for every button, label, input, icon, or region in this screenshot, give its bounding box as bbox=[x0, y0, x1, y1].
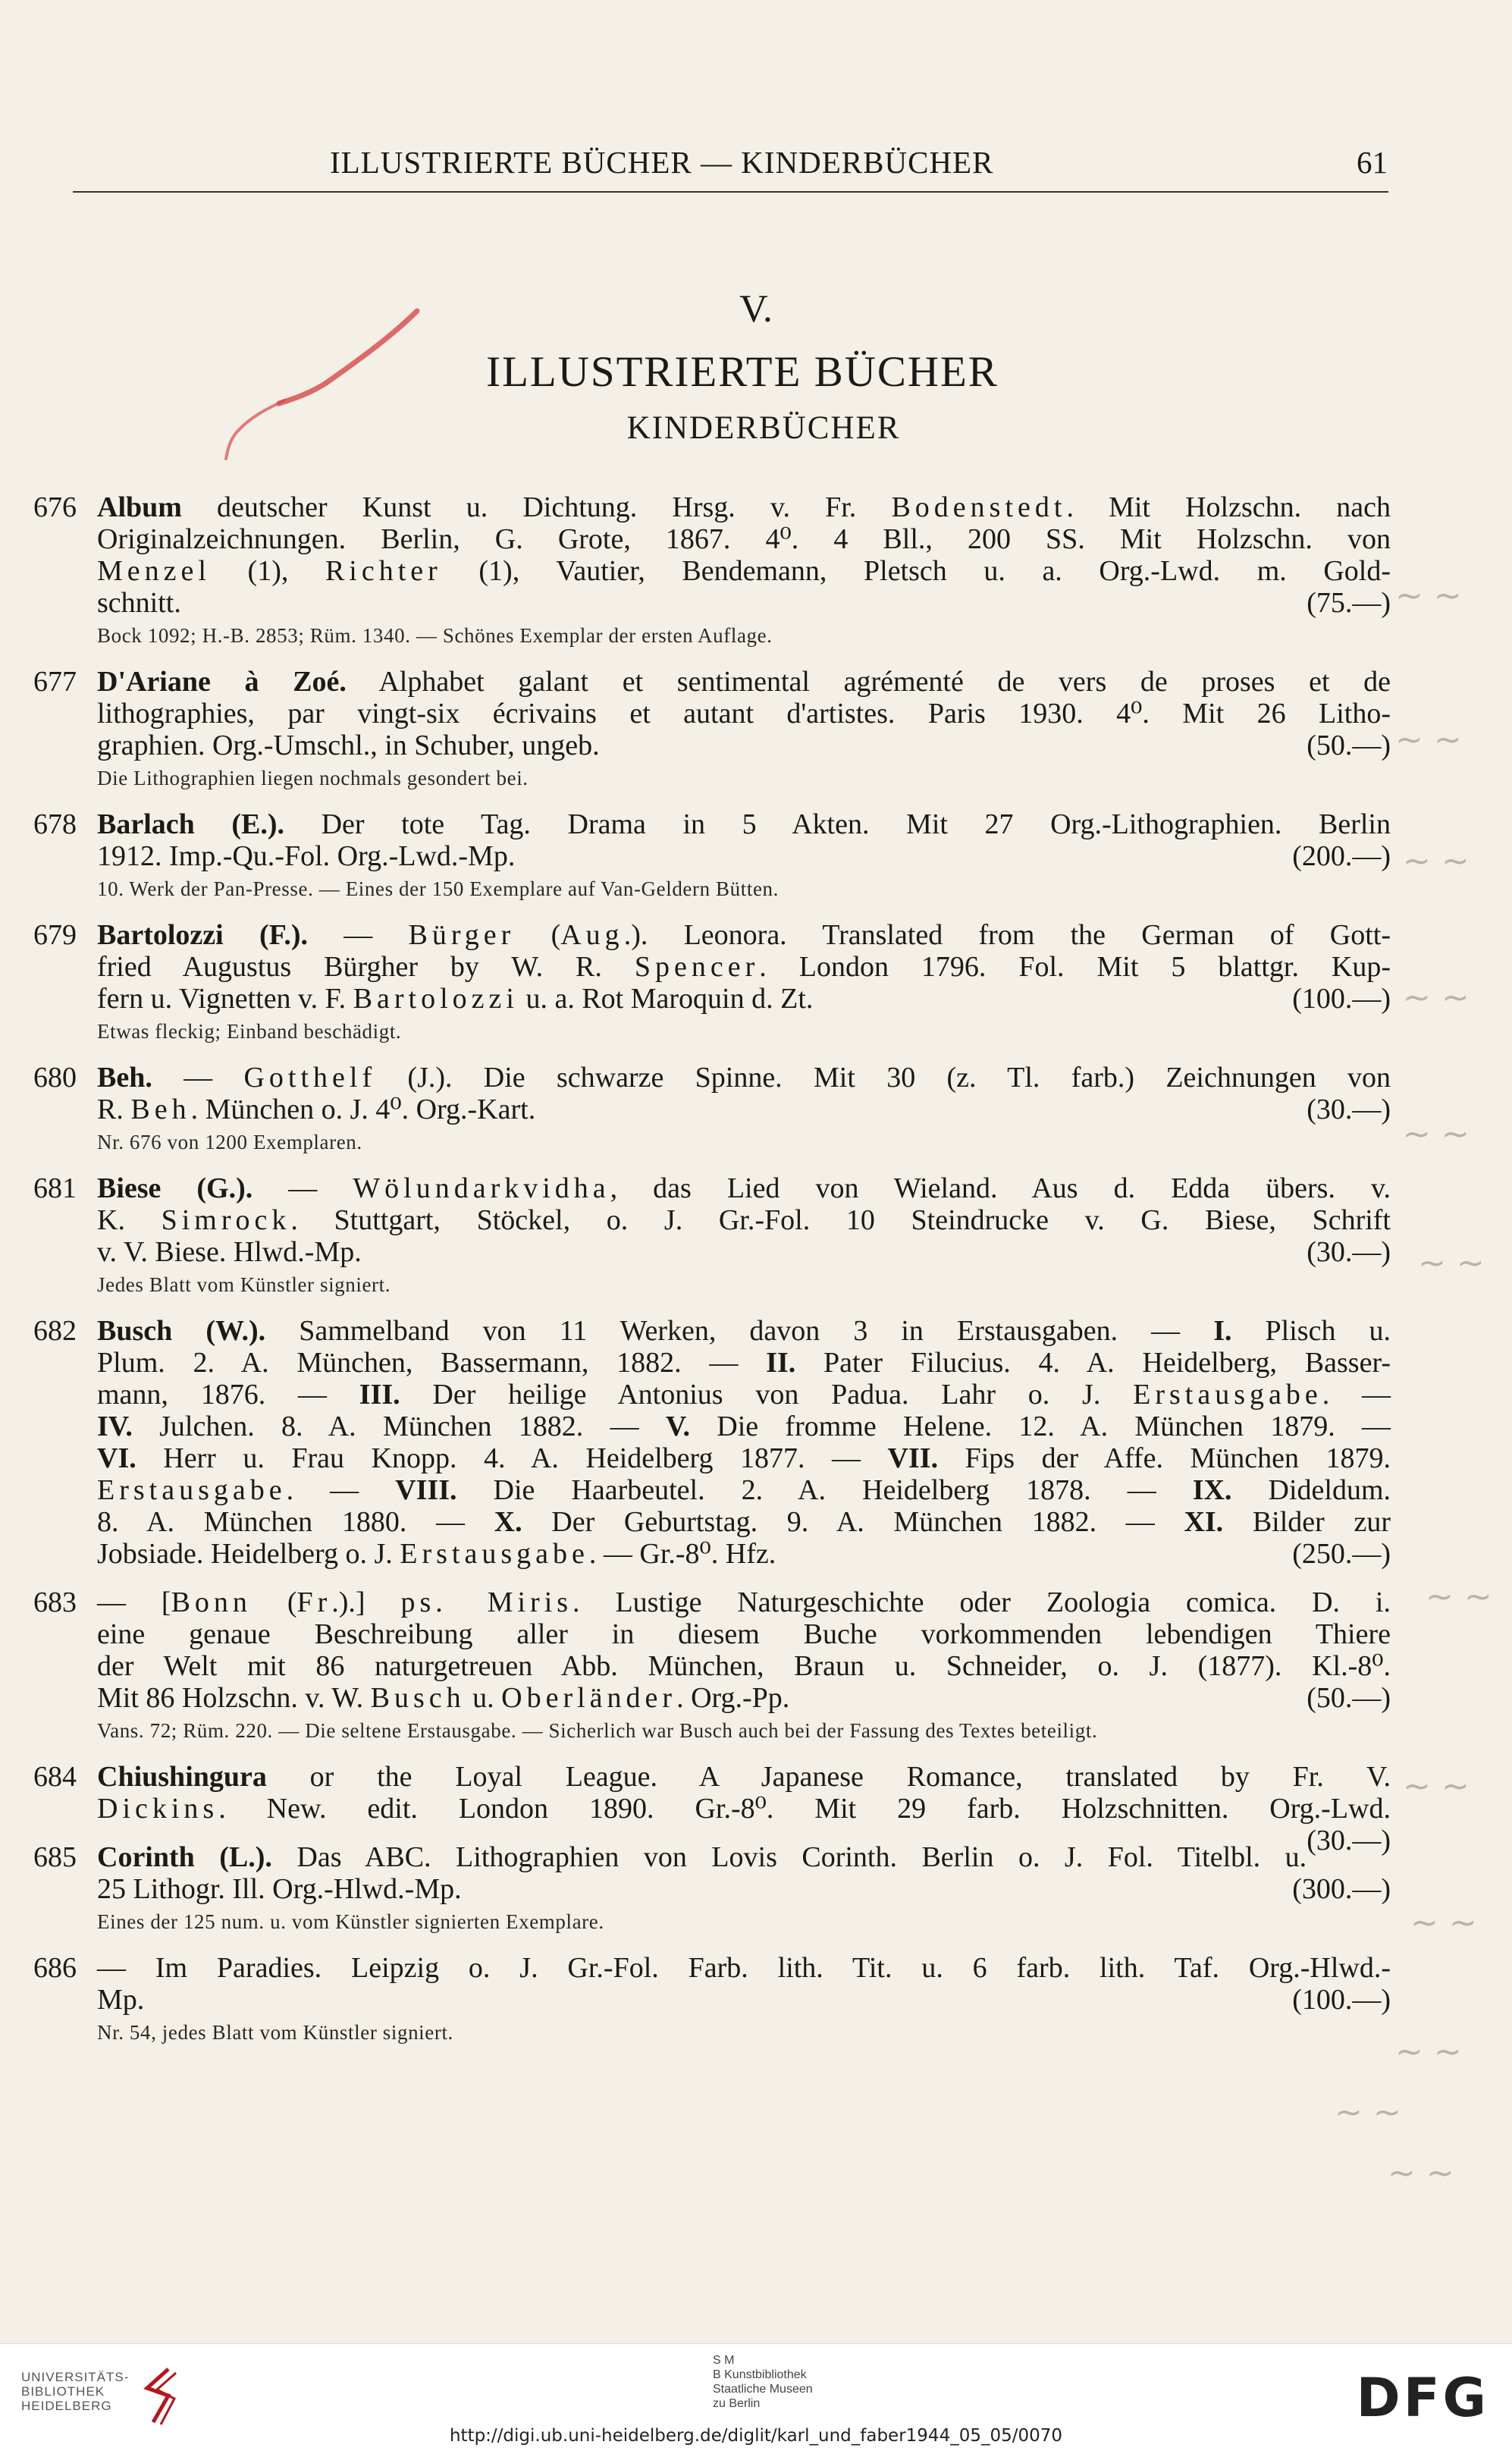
entry-text bbox=[97, 666, 1391, 761]
entry-line: v. V. Biese. Hlwd.-Mp. (30.—) bbox=[97, 1236, 1391, 1268]
catalog-entry bbox=[33, 1841, 1391, 1935]
permalink-url[interactable]: http://digi.ub.uni-heidelberg.de/diglit/karl_und_faber1944_05_05/0070 bbox=[449, 2426, 1063, 2446]
pencil-annotation: ~ ~ bbox=[1418, 1244, 1485, 1282]
pencil-annotation: ~ ~ bbox=[1335, 2093, 1401, 2132]
entry-line: Plum. 2. A. München, Bassermann, 1882. — II. Pater Filucius. 4. A. Heidelberg, Basser- bbox=[97, 1347, 1391, 1379]
entry-text bbox=[97, 1586, 1391, 1714]
entry-text bbox=[97, 1841, 1391, 1905]
dfg-logo[interactable]: DFG bbox=[1356, 2367, 1489, 2429]
entry-line: Chiushingura or the Loyal League. A Japanese Romance, translated by Fr. V. bbox=[97, 1761, 1391, 1793]
entry-line: 1912. Imp.-Qu.-Fol. Org.-Lwd.-Mp. (200.—) bbox=[97, 840, 1391, 872]
university-library-logo[interactable] bbox=[21, 2370, 129, 2413]
entry-text bbox=[97, 1761, 1391, 1856]
pencil-annotation: ~ ~ bbox=[1395, 720, 1462, 759]
entry-line: Dickins. New. edit. London 1890. Gr.-8⁰. Mit 29 farb. Holzschnitten. Org.-Lwd. bbox=[97, 1793, 1391, 1825]
entry-text bbox=[97, 1062, 1391, 1125]
entry-line: D'Ariane à Zoé. Alphabet galant et sentimental agrémenté de vers de proses et de bbox=[97, 666, 1391, 698]
catalog-entry bbox=[33, 1952, 1391, 2046]
entry-number: 676 bbox=[33, 491, 77, 523]
entry-line: Originalzeichnungen. Berlin, G. Grote, 1867. 4⁰. 4 Bll., 200 SS. Mit Holzschn. von bbox=[97, 523, 1391, 555]
entry-line: Jobsiade. Heidelberg o. J. Erstausgabe. — Gr.-8⁰. Hfz. (250.—) bbox=[97, 1538, 1391, 1570]
entry-number: 680 bbox=[33, 1062, 77, 1094]
entry-line: R. Beh. München o. J. 4⁰. Org.-Kart. (30.—) bbox=[97, 1094, 1391, 1125]
entry-price: (30.—) bbox=[1307, 1825, 1391, 1856]
running-title: ILLUSTRIERTE BÜCHER — KINDERBÜCHER bbox=[330, 145, 994, 180]
entry-note: Bock 1092; H.-B. 2853; Rüm. 1340. — Schönes Exemplar der ersten Auflage. bbox=[97, 624, 773, 647]
entry-line: IV. Julchen. 8. A. München 1882. — V. Die fromme Helene. 12. A. München 1879. — bbox=[97, 1411, 1391, 1442]
pencil-annotation: ~ ~ bbox=[1410, 1903, 1477, 1942]
entry-line: fried Augustus Bürgher by W. R. Spencer. London 1796. Fol. Mit 5 blattgr. Kup- bbox=[97, 951, 1391, 983]
entry-text bbox=[97, 919, 1391, 1015]
entry-number: 677 bbox=[33, 666, 77, 698]
section-title: ILLUSTRIERTE BÜCHER bbox=[486, 348, 999, 396]
entry-note: 10. Werk der Pan-Presse. — Eines der 150 Exemplare auf Van-Geldern Bütten. bbox=[97, 877, 779, 900]
pencil-annotation: ~ ~ bbox=[1426, 1577, 1492, 1616]
smb-logo-line: zu Berlin bbox=[713, 2397, 761, 2410]
smb-logo-line: Staatliche Museen bbox=[713, 2383, 813, 2396]
section-roman-numeral: V. bbox=[739, 287, 773, 331]
running-header bbox=[68, 144, 1388, 190]
catalog-entry bbox=[33, 1172, 1391, 1298]
entry-line: Beh. — Gotthelf (J.). Die schwarze Spinne. Mit 30 (z. Tl. farb.) Zeichnungen von bbox=[97, 1062, 1391, 1094]
smb-kunstbibliothek-logo[interactable] bbox=[713, 2353, 813, 2411]
entry-line: Bartolozzi (F.). — Bürger (Aug.). Leonora. Translated from the German of Gott- bbox=[97, 919, 1391, 951]
catalog-entry bbox=[33, 919, 1391, 1045]
entry-text bbox=[97, 1172, 1391, 1268]
university-logo-line: BIBLIOTHEK bbox=[21, 2384, 105, 2399]
entry-text bbox=[97, 491, 1391, 619]
entry-number: 685 bbox=[33, 1841, 77, 1873]
entry-note: Nr. 676 von 1200 Exemplaren. bbox=[97, 1131, 362, 1153]
entry-note: Vans. 72; Rüm. 220. — Die seltene Erstausgabe. — Sicherlich war Busch auch bei der Fassung des Textes beteiligt. bbox=[97, 1719, 1098, 1742]
entry-line: Album deutscher Kunst u. Dichtung. Hrsg. v. Fr. Bodenstedt. Mit Holzschn. nach bbox=[97, 491, 1391, 523]
entry-line: mann, 1876. — III. Der heilige Antonius von Padua. Lahr o. J. Erstausgabe. — bbox=[97, 1379, 1391, 1411]
catalog-entry bbox=[33, 808, 1391, 902]
entry-line: VI. Herr u. Frau Knopp. 4. A. Heidelberg 1877. — VII. Fips der Affe. München 1879. bbox=[97, 1442, 1391, 1474]
entry-number: 678 bbox=[33, 808, 77, 840]
entry-line: — Im Paradies. Leipzig o. J. Gr.-Fol. Farb. lith. Tit. u. 6 farb. lith. Taf. Org.-Hlwd.- bbox=[97, 1952, 1391, 1984]
entry-line: graphien. Org.-Umschl., in Schuber, ungeb. (50.—) bbox=[97, 730, 1391, 761]
entry-price: (200.—) bbox=[1292, 840, 1391, 872]
viewer-footer bbox=[0, 2343, 1512, 2451]
entry-line: eine genaue Beschreibung aller in diesem Buche vorkommenden lebendigen Thiere bbox=[97, 1618, 1391, 1650]
entry-line: 8. A. München 1880. — X. Der Geburtstag. 9. A. München 1882. — XI. Bilder zur bbox=[97, 1506, 1391, 1538]
entry-line: schnitt. (75.—) bbox=[97, 587, 1391, 619]
university-logo-line: UNIVERSITÄTS- bbox=[21, 2370, 130, 2384]
entry-price: (100.—) bbox=[1292, 1984, 1391, 2016]
entry-text bbox=[97, 1952, 1391, 2016]
entry-price: (50.—) bbox=[1307, 1682, 1391, 1714]
entry-line: K. Simrock. Stuttgart, Stöckel, o. J. Gr.-Fol. 10 Steindrucke v. G. Biese, Schrift bbox=[97, 1204, 1391, 1236]
entry-number: 684 bbox=[33, 1761, 77, 1793]
pencil-annotation: ~ ~ bbox=[1403, 1115, 1470, 1153]
catalog-entry bbox=[33, 1586, 1391, 1744]
entry-line: fern u. Vignetten v. F. Bartolozzi u. a. Rot Maroquin d. Zt. (100.—) bbox=[97, 983, 1391, 1015]
entry-number: 681 bbox=[33, 1172, 77, 1204]
entry-price: (300.—) bbox=[1292, 1873, 1391, 1905]
entry-price: (30.—) bbox=[1307, 1236, 1391, 1268]
pencil-annotation: ~ ~ bbox=[1395, 576, 1462, 615]
entry-number: 683 bbox=[33, 1586, 77, 1618]
entry-line: lithographies, par vingt-six écrivains et autant d'artistes. Paris 1930. 4⁰. Mit 26 Litho- bbox=[97, 698, 1391, 730]
entry-price: (100.—) bbox=[1292, 983, 1391, 1015]
entry-line: Busch (W.). Sammelband von 11 Werken, davon 3 in Erstausgaben. — I. Plisch u. bbox=[97, 1315, 1391, 1347]
catalog-entry bbox=[33, 491, 1391, 649]
entry-line: Menzel (1), Richter (1), Vautier, Bendemann, Pletsch u. a. Org.-Lwd. m. Gold- bbox=[97, 555, 1391, 587]
entry-note: Eines der 125 num. u. vom Künstler signierten Exemplare. bbox=[97, 1910, 604, 1933]
page-number: 61 bbox=[1357, 145, 1388, 180]
pencil-annotation: ~ ~ bbox=[1403, 1767, 1470, 1806]
entry-price: (75.—) bbox=[1307, 587, 1391, 619]
catalog-entry bbox=[33, 1062, 1391, 1156]
entry-number: 682 bbox=[33, 1315, 77, 1347]
entry-text bbox=[97, 808, 1391, 872]
entry-line: Erstausgabe. — VIII. Die Haarbeutel. 2. A. Heidelberg 1878. — IX. Dideldum. bbox=[97, 1474, 1391, 1506]
catalog-entry bbox=[33, 1315, 1391, 1570]
pencil-annotation: ~ ~ bbox=[1403, 978, 1470, 1017]
entry-line: Mp. (100.—) bbox=[97, 1984, 1391, 2016]
entry-number: 679 bbox=[33, 919, 77, 951]
entry-price: (50.—) bbox=[1307, 730, 1391, 761]
entry-number: 686 bbox=[33, 1952, 77, 1984]
entry-note: Die Lithographien liegen nochmals gesondert bei. bbox=[97, 767, 529, 789]
entry-line: 25 Lithogr. Ill. Org.-Hlwd.-Mp. (300.—) bbox=[97, 1873, 1391, 1905]
entry-line: Biese (G.). — Wölundarkvidha, das Lied von Wieland. Aus d. Edda übers. v. bbox=[97, 1172, 1391, 1204]
entry-list bbox=[33, 491, 1391, 2063]
pencil-annotation: ~ ~ bbox=[1403, 842, 1470, 880]
entry-line: Corinth (L.). Das ABC. Lithographien von Lovis Corinth. Berlin o. J. Fol. Titelbl. u. bbox=[97, 1841, 1307, 1873]
university-heidelberg-logo-icon bbox=[138, 2365, 184, 2426]
catalog-entry bbox=[33, 1761, 1391, 1856]
entry-price: (250.—) bbox=[1292, 1538, 1391, 1570]
header-rule bbox=[73, 191, 1388, 193]
entry-note: Jedes Blatt vom Künstler signiert. bbox=[97, 1273, 391, 1296]
entry-line: Mit 86 Holzschn. v. W. Busch u. Oberländer. Org.-Pp. (50.—) bbox=[97, 1682, 1391, 1714]
entry-text bbox=[97, 1315, 1391, 1570]
smb-logo-line: B Kunstbibliothek bbox=[713, 2368, 807, 2381]
section-subtitle: KINDERBÜCHER bbox=[626, 410, 901, 446]
entry-note: Nr. 54, jedes Blatt vom Künstler signiert. bbox=[97, 2021, 453, 2044]
smb-logo-line: S M bbox=[713, 2354, 735, 2367]
entry-line: der Welt mit 86 naturgetreuen Abb. München, Braun u. Schneider, o. J. (1877). Kl.-8⁰. bbox=[97, 1650, 1391, 1682]
catalog-entry bbox=[33, 666, 1391, 792]
pencil-annotation: ~ ~ bbox=[1388, 2154, 1454, 2192]
pencil-annotation: ~ ~ bbox=[1395, 2032, 1462, 2071]
entry-line: Barlach (E.). Der tote Tag. Drama in 5 Akten. Mit 27 Org.-Lithographien. Berlin bbox=[97, 808, 1391, 840]
entry-line: — [Bonn (Fr.).] ps. Miris. Lustige Naturgeschichte oder Zoologia comica. D. i. bbox=[97, 1586, 1391, 1618]
entry-price: (30.—) bbox=[1307, 1094, 1391, 1125]
university-logo-line: HEIDELBERG bbox=[21, 2399, 112, 2413]
entry-note: Etwas fleckig; Einband beschädigt. bbox=[97, 1020, 402, 1043]
